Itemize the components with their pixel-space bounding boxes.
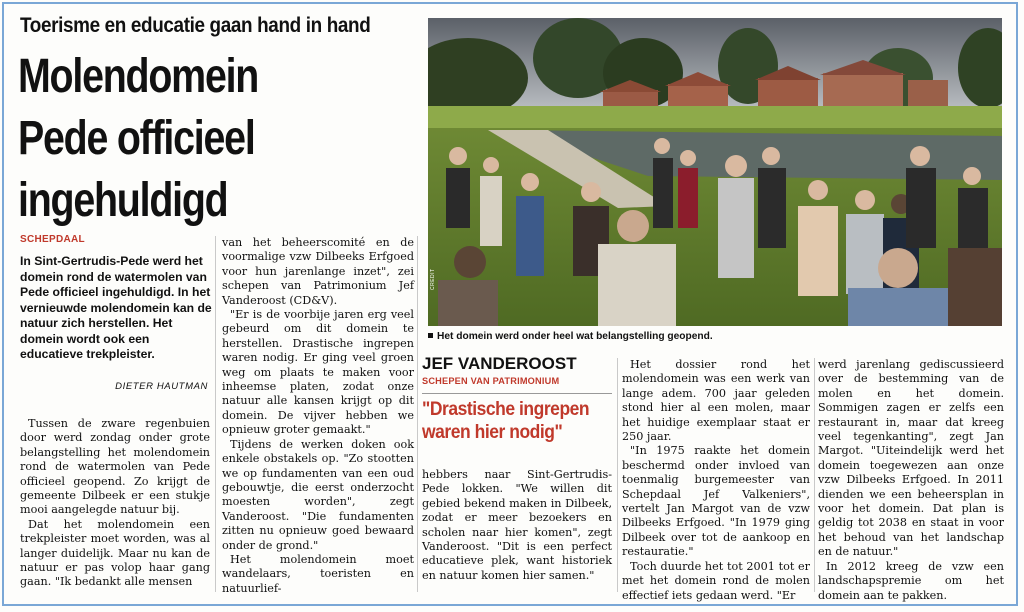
photo-crowd-at-pond [428,18,1002,326]
body-paragraph: Het molendomein moet wandelaars, toeristen en natuurlief- [222,552,414,595]
body-paragraph: "Er is de voorbije jaren erg veel gebeurd om dit domein te herstellen. Drastische ingrepen waren nodig. Er ging veel groen weg om plaats te maken voor inheemse platen, zodat onze natuur alle kansen krijgt op dit domein. De vijver hebben we opnieuw groter gemaakt." [222,308,414,437]
caption-text: Het domein werd onder heel wat belangstelling geopend. [437,331,713,342]
body-column-4 [622,358,810,603]
pullquote-text: "Drastische ingrepen waren hier nodig" [422,399,590,443]
lead-paragraph: In Sint-Gertrudis-Pede werd het domein rond de watermolen van Pede officieel ingehuldigd. In het vernieuwde molendomein kan de natuur zich herstellen. Het domein wordt ook een educatieve trekpleister. [20,254,212,361]
kicker: Toerisme en educatie gaan hand in hand [20,14,371,37]
body-paragraph: In 2012 kreeg de vzw een landschapspremie om het domein aan te pakken. [818,559,1004,602]
body-paragraph: Het dossier rond het molendomein was een werk van lange adem. 700 jaar geleden stond hier al een molen, maar het huidige exemplaar staat er 250 jaar. [622,358,810,444]
body-paragraph: werd jarenlang gediscussieerd over de bestemming van de molen en het domein. Sommigen zagen er zelfs een restaurant in, maar dat kreeg veel tegenkanting", zegt Jan Margot. "Uiteindelijk werd het domein toegewezen aan onze vzw Dilbeeks Erfgoed. In 2011 dienden we een beheersplan in voor het domein. Dat plan is geldig tot 2038 en staat in voor het behoud van het landschap en de natuur." [818,358,1004,559]
pullquote-name: JEF VANDEROOST [422,354,577,373]
headline [18,46,342,232]
body-paragraph: "In 1975 raakte het domein beschermd onder invloed van toenmalig burgemeester van Schepdaal Jef Valkeniers", vertelt Jan Margot van de vzw Dilbeeks Erfgoed. "In 1979 ging Dilbeek over tot de aankoop en restauratie." [622,444,810,559]
caption-bullet-icon [428,333,433,338]
body-paragraph: Tussen de zware regenbuien door werd zondag onder grote belangstelling het molendomein rond de watermolen van Pede officieel geopend. Zo krijgt de gemeente Dilbeek er een stukje mooi aangelegde natuur bij. [20,417,210,517]
body-paragraph: van het beheerscomité en de voormalige vzw Dilbeeks Erfgoed voor hun jarenlange inzet", zei schepen van Patrimonium Jef Vanderoost (CD&V). [222,236,414,307]
column-divider [617,358,618,592]
headline-line-1: Molendomein [18,50,259,103]
column-divider [215,236,216,592]
body-paragraph: Toch duurde het tot 2001 tot er met het domein rond de molen effectief iets gedaan werd. "Er [622,559,810,602]
byline: DIETER HAUTMAN [115,381,208,392]
body-paragraph: hebbers naar Sint-Gertrudis-Pede lokken. "We willen dit gebied bekend maken in Dilbeek, zodat er meer bezoekers en scholen naar hier komen", zegt Vanderoost. "Dit is een perfect educatieve plek, want historiek en natuur komen hier samen." [422,468,612,582]
pullquote-role: SCHEPEN VAN PATRIMONIUM [422,376,560,386]
body-column-2 [222,236,414,596]
body-paragraph: Tijdens de werken doken ook enkele obstakels op. "Zo stootten we op fundamenten van een oud gebouwtje, die eerst onderzocht moesten worden", zegt Vanderoost. "Die fundamenten zitten nu opnieuw goed bewaard onder de grond." [222,437,414,552]
pullquote-divider [422,393,612,394]
dateline: SCHEPDAAL [20,234,85,245]
column-divider [417,236,418,592]
body-column-5 [818,358,1004,603]
headline-line-3: ingehuldigd [18,174,228,227]
headline-line-2: Pede officieel [18,112,255,165]
body-paragraph: Dat het molendomein een trekpleister moet worden, was al langer duidelijk. Maar nu kan de natuur er pas volop haar gang gaan. "Ik bedankt alle mensen [20,517,210,589]
body-column-3 [422,468,612,583]
photo-caption [428,331,713,342]
photo-credit: CREDIT [430,268,436,290]
column-divider [814,358,815,592]
article-photo [428,18,1002,326]
body-column-1 [20,417,210,590]
